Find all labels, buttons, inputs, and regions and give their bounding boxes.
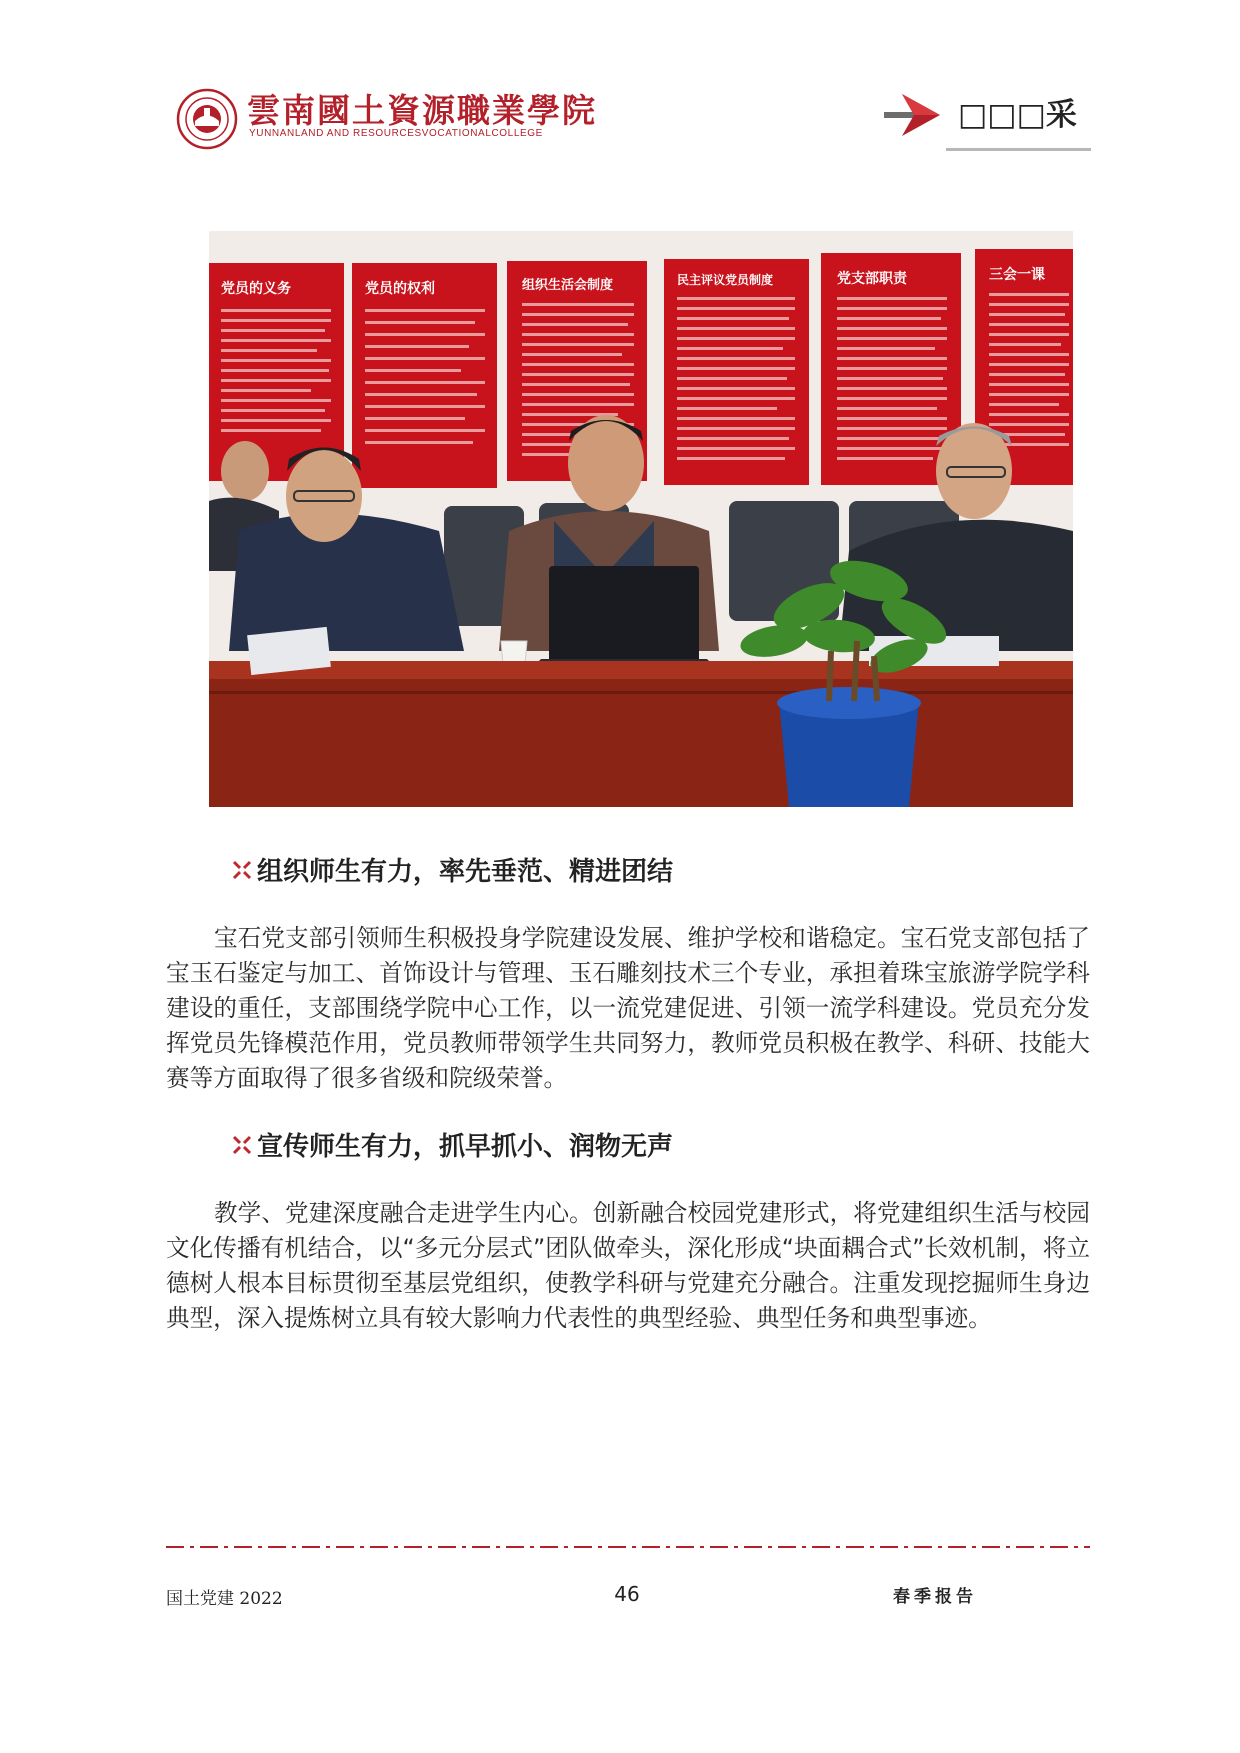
board-title: 党员的义务: [221, 281, 291, 297]
section-paragraph-1: 宝石党支部引领师生积极投身学院建设发展、维护学校和谐稳定。宝石党支部包括了宝玉石鉴定与加工、首饰设计与管理、玉石雕刻技术三个专业，承担着珠宝旅游学院学科建设的重任，支部围绕学院中心工作，以一流党建促进、引领一流学科建设。党员充分发挥党员先锋模范作用，党员教师带领学生共同努力，教师党员积极在教学、科研、技能大赛等方面取得了很多省级和院级荣誉。: [166, 924, 1090, 1092]
cross-mark-icon: [229, 857, 255, 883]
college-name-english: YUNNANLAND AND RESOURCESVOCATIONALCOLLEGE: [249, 128, 543, 139]
footer-publication-name: 国土党建 2022: [166, 1589, 283, 1609]
section-heading-2: [229, 1132, 673, 1160]
board-2: [352, 263, 497, 488]
laptop-icon: [539, 566, 709, 669]
board-title: 党支部职责: [837, 271, 907, 287]
section-heading-text: 组织师生有力，率先垂范、精进团结: [257, 857, 674, 887]
college-logo-seal-icon: [176, 88, 238, 150]
board-4: [664, 259, 809, 485]
board-title: 组织生活会制度: [522, 278, 614, 293]
cross-mark-icon: [229, 1132, 255, 1158]
arrow-right-icon: [884, 90, 940, 146]
college-name-chinese: 雲南國土資源職業學院: [247, 91, 597, 130]
footer-page-number: 46: [614, 1582, 640, 1606]
board-title: 党员的权利: [365, 281, 435, 297]
section-heading-1: [229, 857, 673, 885]
section-tag: □□□采: [958, 97, 1077, 133]
footer-issue-name: 春季报告: [893, 1587, 977, 1607]
section-paragraph-2: 教学、党建深度融合走进学生内心。创新融合校园党建形式，将党建组织生活与校园文化传播有机结合，以“多元分层式”团队做牵头，深化形成“块面耦合式”长效机制，将立德树人根本目标贯彻至基层党组织，使教学科研与党建充分融合。注重发现挖掘师生身边典型，深入提炼树立具有较大影响力代表性的典型经验、典型任务和典型事迹。: [166, 1199, 1090, 1332]
board-title: 三会一课: [989, 267, 1045, 283]
footer-dashed-rule: [166, 1545, 1090, 1549]
section-heading-text: 宣传师生有力，抓早抓小、润物无声: [257, 1132, 674, 1162]
section-tag-underline: [946, 148, 1091, 151]
board-title: 民主评议党员制度: [677, 273, 774, 287]
meeting-photo: [209, 231, 1073, 807]
